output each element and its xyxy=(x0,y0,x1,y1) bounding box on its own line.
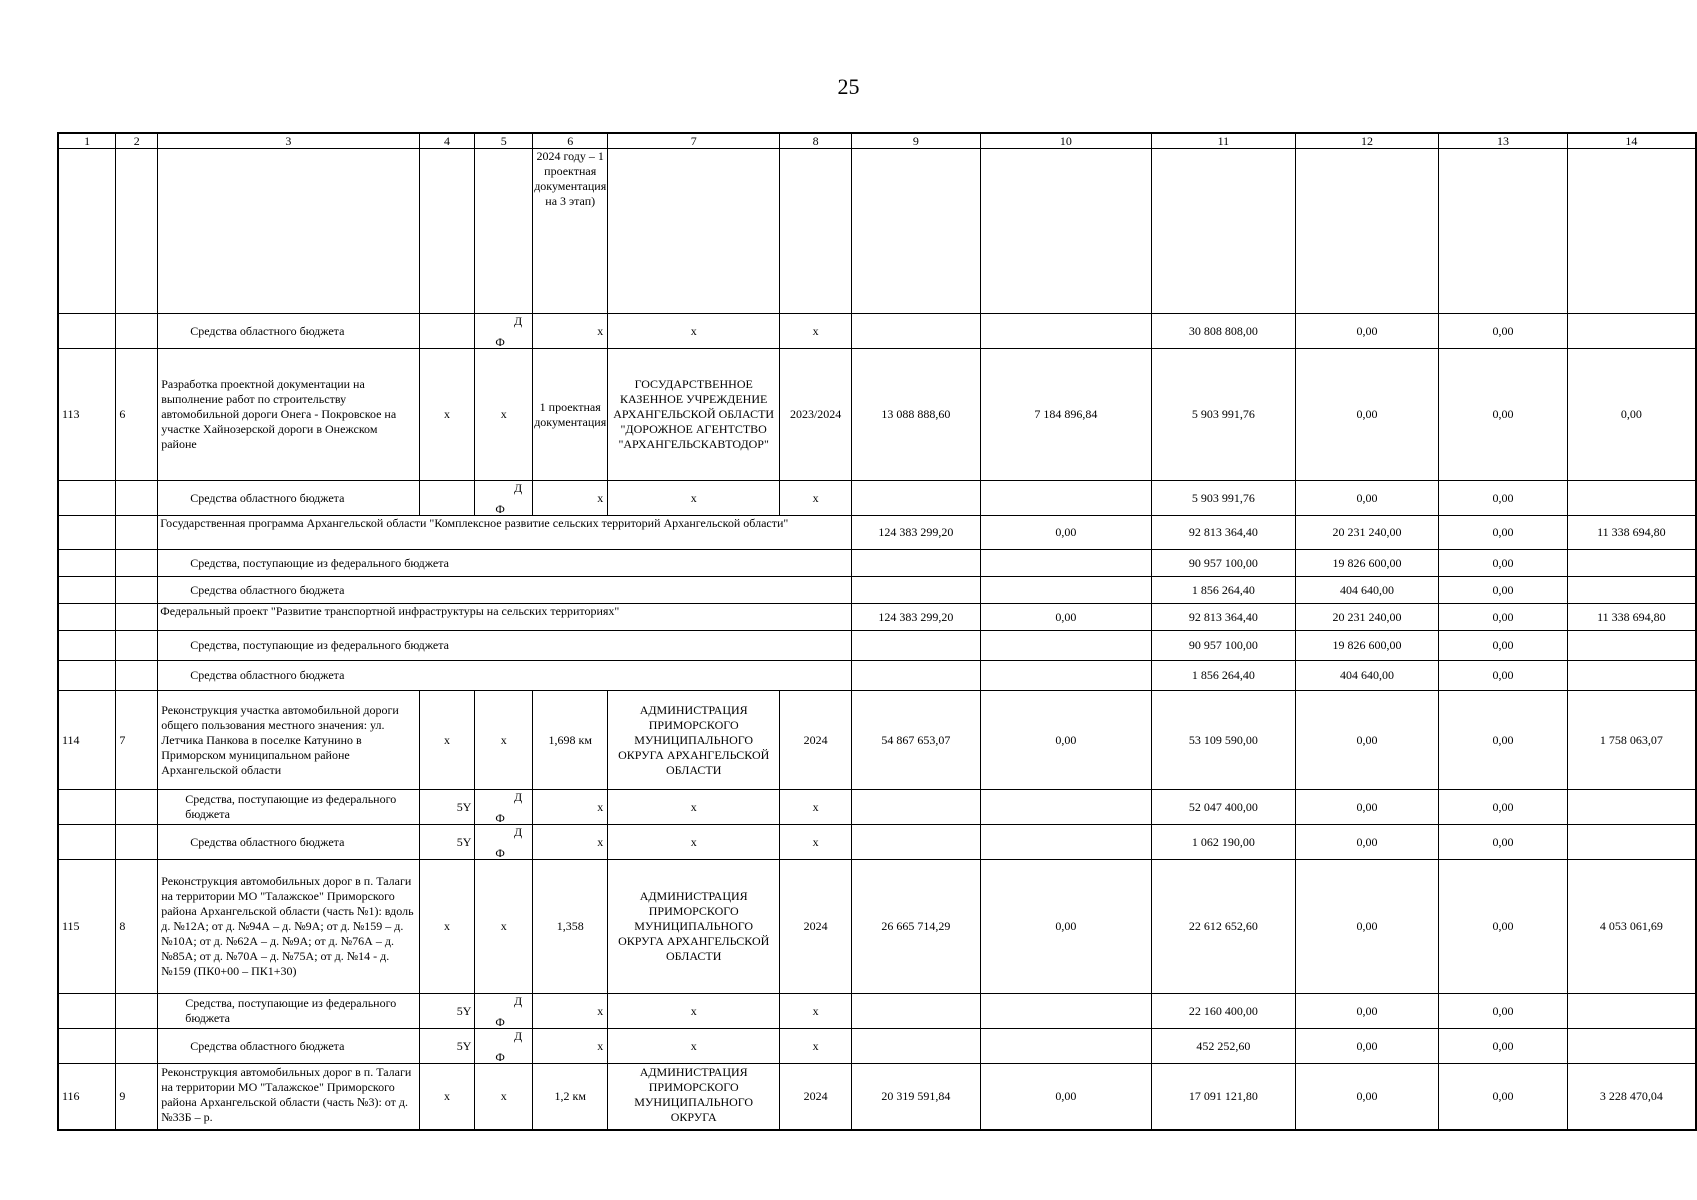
cell-row-number: 115 xyxy=(58,860,116,994)
cell-value: х xyxy=(533,994,608,1029)
table-row xyxy=(58,790,1696,825)
cell-value: х xyxy=(780,790,852,825)
column-header: 9 xyxy=(852,133,981,149)
cell-value: х xyxy=(533,790,608,825)
cell-amount: 0,00 xyxy=(1295,790,1439,825)
column-header: 7 xyxy=(608,133,780,149)
cell-program-name: Федеральный проект "Развитие транспортной инфраструктуры на сельских территориях" xyxy=(158,604,852,631)
cell-amount: 11 338 694,80 xyxy=(1567,516,1696,550)
cell-amount: 0,00 xyxy=(980,691,1151,790)
cell-name: Средства, поступающие из федерального бюджета xyxy=(158,550,852,577)
cell-amount: 0,00 xyxy=(1295,314,1439,349)
table-row xyxy=(58,860,1696,994)
cell-amount: 0,00 xyxy=(980,1064,1151,1130)
cell-amount: 0,00 xyxy=(1439,314,1568,349)
table-row xyxy=(58,577,1696,604)
cell-amount: 0,00 xyxy=(1295,1029,1439,1064)
cell-code: Д Ф xyxy=(475,481,533,516)
cell-amount: 11 338 694,80 xyxy=(1567,604,1696,631)
cell-row-number: 113 xyxy=(58,349,116,481)
column-header: 13 xyxy=(1439,133,1568,149)
cell-result: 1,2 км xyxy=(533,1064,608,1130)
cell-organization: ГОСУДАРСТВЕННОЕ КАЗЕННОЕ УЧРЕЖДЕНИЕ АРХАНГЕЛЬСКОЙ ОБЛАСТИ "ДОРОЖНОЕ АГЕНТСТВО "АРХАНГЕЛЬСКАВТОДОР" xyxy=(608,349,780,481)
column-header: 6 xyxy=(533,133,608,149)
cell-value: х xyxy=(608,481,780,516)
cell-amount: 13 088 888,60 xyxy=(852,349,981,481)
table-row xyxy=(58,825,1696,860)
cell-name: Средства областного бюджета xyxy=(158,314,419,349)
cell-value: х xyxy=(608,994,780,1029)
cell-amount: 0,00 xyxy=(1295,994,1439,1029)
cell-amount: 0,00 xyxy=(1295,860,1439,994)
cell-value: х xyxy=(608,790,780,825)
cell-amount: 0,00 xyxy=(1439,349,1568,481)
cell-amount: 0,00 xyxy=(1439,790,1568,825)
cell-value: х xyxy=(419,349,475,481)
cell-value: х xyxy=(475,691,533,790)
cell-organization: АДМИНИСТРАЦИЯ ПРИМОРСКОГО МУНИЦИПАЛЬНОГО ОКРУГА АРХАНГЕЛЬСКОЙ ОБЛАСТИ xyxy=(608,691,780,790)
cell-amount: 0,00 xyxy=(1439,1029,1568,1064)
cell-amount: 26 665 714,29 xyxy=(852,860,981,994)
cell-code: 5Y xyxy=(419,1029,475,1064)
budget-table xyxy=(57,132,1697,1131)
cell-amount: 22 160 400,00 xyxy=(1152,994,1296,1029)
column-header: 3 xyxy=(158,133,419,149)
cell-amount: 20 319 591,84 xyxy=(852,1064,981,1130)
cell-amount: 0,00 xyxy=(1439,631,1568,661)
cell-amount: 92 813 364,40 xyxy=(1152,516,1296,550)
cell-amount: 0,00 xyxy=(1439,577,1568,604)
cell-period: 2024 xyxy=(780,1064,852,1130)
cell-period: 2023/2024 xyxy=(780,349,852,481)
cell-value: х xyxy=(475,349,533,481)
cell-amount: 124 383 299,20 xyxy=(852,604,981,631)
table-row xyxy=(58,149,1696,314)
cell-sub-number: 9 xyxy=(116,1064,158,1130)
cell-value: х xyxy=(780,1029,852,1064)
table-row xyxy=(58,314,1696,349)
cell-code: Д Ф xyxy=(475,825,533,860)
column-header: 5 xyxy=(475,133,533,149)
cell-sub-number: 8 xyxy=(116,860,158,994)
cell-name: Средства, поступающие из федерального бюджета xyxy=(158,631,852,661)
cell-name: Средства областного бюджета xyxy=(158,481,419,516)
cell-value: х xyxy=(780,481,852,516)
cell-name: Средства областного бюджета xyxy=(158,661,852,691)
cell-code: Д Ф xyxy=(475,790,533,825)
column-header-row xyxy=(58,133,1696,149)
cell-amount: 7 184 896,84 xyxy=(980,349,1151,481)
column-header: 8 xyxy=(780,133,852,149)
cell-amount: 17 091 121,80 xyxy=(1152,1064,1296,1130)
cell-name: Средства, поступающие из федерального бюджета xyxy=(158,994,419,1029)
table-row xyxy=(58,550,1696,577)
cell-organization: АДМИНИСТРАЦИЯ ПРИМОРСКОГО МУНИЦИПАЛЬНОГО ОКРУГА xyxy=(608,1064,780,1130)
cell-code: Д Ф xyxy=(475,1029,533,1064)
cell-amount: 5 903 991,76 xyxy=(1152,481,1296,516)
table-row xyxy=(58,994,1696,1029)
cell-name: Реконструкция участка автомобильной дороги общего пользования местного значения: ул. Летчика Панкова в поселке Катунино в Приморском муниципальном районе Архангельской области xyxy=(158,691,419,790)
cell-result: 1 проектная документация xyxy=(533,349,608,481)
cell-code: 5Y xyxy=(419,825,475,860)
cell-amount: 404 640,00 xyxy=(1295,577,1439,604)
cell-amount: 4 053 061,69 xyxy=(1567,860,1696,994)
column-header: 14 xyxy=(1567,133,1696,149)
cell-amount: 0,00 xyxy=(1439,661,1568,691)
table-row xyxy=(58,631,1696,661)
cell-name: Разработка проектной документации на выполнение работ по строительству автомобильной дороги Онега - Покровское на участке Хайнозерской дороги в Онежском районе xyxy=(158,349,419,481)
cell-value: х xyxy=(533,1029,608,1064)
cell-amount: 52 047 400,00 xyxy=(1152,790,1296,825)
table-row xyxy=(58,349,1696,481)
cell-amount: 90 957 100,00 xyxy=(1152,631,1296,661)
cell-value: х xyxy=(608,314,780,349)
cell-amount: 19 826 600,00 xyxy=(1295,631,1439,661)
cell-amount: 3 228 470,04 xyxy=(1567,1064,1696,1130)
cell-row-number: 116 xyxy=(58,1064,116,1130)
cell-amount: 452 252,60 xyxy=(1152,1029,1296,1064)
cell-amount: 0,00 xyxy=(1439,825,1568,860)
cell-amount: 5 903 991,76 xyxy=(1152,349,1296,481)
cell-result: 1,698 км xyxy=(533,691,608,790)
cell-amount: 1 856 264,40 xyxy=(1152,661,1296,691)
cell-value: х xyxy=(780,314,852,349)
cell-value: х xyxy=(419,691,475,790)
cell-amount: 0,00 xyxy=(1439,860,1568,994)
cell-value: х xyxy=(533,481,608,516)
column-header: 11 xyxy=(1152,133,1296,149)
cell-amount: 1 758 063,07 xyxy=(1567,691,1696,790)
cell-name: Средства областного бюджета xyxy=(158,1029,419,1064)
cell-amount: 54 867 653,07 xyxy=(852,691,981,790)
cell-row-number: 114 xyxy=(58,691,116,790)
cell-name: Средства, поступающие из федерального бюджета xyxy=(158,790,419,825)
table-row xyxy=(58,604,1696,631)
cell-value: х xyxy=(608,1029,780,1064)
cell-value: х xyxy=(419,1064,475,1130)
cell-amount: 53 109 590,00 xyxy=(1152,691,1296,790)
cell-sub-number: 7 xyxy=(116,691,158,790)
cell-amount: 0,00 xyxy=(1439,550,1568,577)
cell-period: 2024 xyxy=(780,691,852,790)
cell-amount: 22 612 652,60 xyxy=(1152,860,1296,994)
cell-code: 5Y xyxy=(419,994,475,1029)
cell-amount: 92 813 364,40 xyxy=(1152,604,1296,631)
table-row xyxy=(58,1064,1696,1130)
cell-amount: 0,00 xyxy=(980,604,1151,631)
table-row xyxy=(58,691,1696,790)
cell-sub-number: 6 xyxy=(116,349,158,481)
cell-value: х xyxy=(419,860,475,994)
cell-result: 2024 году – 1 проектная документация на 3 этап) xyxy=(533,149,608,314)
column-header: 12 xyxy=(1295,133,1439,149)
page-number: 25 xyxy=(837,74,860,99)
cell-period: 2024 xyxy=(780,860,852,994)
cell-value: х xyxy=(780,825,852,860)
cell-amount: 404 640,00 xyxy=(1295,661,1439,691)
cell-amount: 0,00 xyxy=(1295,825,1439,860)
cell-amount: 19 826 600,00 xyxy=(1295,550,1439,577)
cell-amount: 0,00 xyxy=(980,516,1151,550)
column-header: 10 xyxy=(980,133,1151,149)
cell-value: х xyxy=(608,825,780,860)
table-row xyxy=(58,516,1696,550)
cell-amount: 20 231 240,00 xyxy=(1295,604,1439,631)
cell-amount: 0,00 xyxy=(1439,481,1568,516)
cell-amount: 0,00 xyxy=(1567,349,1696,481)
table-row xyxy=(58,481,1696,516)
cell-value: х xyxy=(475,1064,533,1130)
cell-value: х xyxy=(475,860,533,994)
cell-name: Реконструкция автомобильных дорог в п. Талаги на территории МО "Талажское" Приморского района Архангельской области (часть №3): от д. №33Б – р. xyxy=(158,1064,419,1130)
cell-amount: 0,00 xyxy=(1439,691,1568,790)
cell-amount: 0,00 xyxy=(1439,1064,1568,1130)
cell-code: Д Ф xyxy=(475,994,533,1029)
cell-amount: 30 808 808,00 xyxy=(1152,314,1296,349)
column-header: 1 xyxy=(58,133,116,149)
cell-amount: 1 062 190,00 xyxy=(1152,825,1296,860)
column-header: 2 xyxy=(116,133,158,149)
cell-amount: 0,00 xyxy=(1439,516,1568,550)
cell-result: 1,358 xyxy=(533,860,608,994)
cell-organization: АДМИНИСТРАЦИЯ ПРИМОРСКОГО МУНИЦИПАЛЬНОГО ОКРУГА АРХАНГЕЛЬСКОЙ ОБЛАСТИ xyxy=(608,860,780,994)
table-row xyxy=(58,1029,1696,1064)
cell-name: Средства областного бюджета xyxy=(158,577,852,604)
cell-program-name: Государственная программа Архангельской области "Комплексное развитие сельских территорий Архангельской области" xyxy=(158,516,852,550)
cell-name: Средства областного бюджета xyxy=(158,825,419,860)
cell-amount: 0,00 xyxy=(980,860,1151,994)
cell-amount: 1 856 264,40 xyxy=(1152,577,1296,604)
cell-amount: 0,00 xyxy=(1295,481,1439,516)
cell-value: х xyxy=(533,314,608,349)
cell-code: Д Ф xyxy=(475,314,533,349)
cell-value: х xyxy=(780,994,852,1029)
column-header: 4 xyxy=(419,133,475,149)
cell-amount: 0,00 xyxy=(1295,1064,1439,1130)
cell-amount: 0,00 xyxy=(1439,604,1568,631)
cell-name: Реконструкция автомобильных дорог в п. Талаги на территории МО "Талажское" Приморского района Архангельской области (часть №1): вдоль д. №12А; от д. №94А – д. №9А; от д. №159 – д. №10А; от д. №62А – д. №9А; от д. №76А – д. №85А; от д. №70А – д. №75А; от д. №14 - д. №159 (ПК0+00 – ПК1+30) xyxy=(158,860,419,994)
cell-amount: 124 383 299,20 xyxy=(852,516,981,550)
table-row xyxy=(58,661,1696,691)
cell-code: 5Y xyxy=(419,790,475,825)
cell-value: х xyxy=(533,825,608,860)
cell-amount: 0,00 xyxy=(1295,691,1439,790)
cell-amount: 0,00 xyxy=(1439,994,1568,1029)
cell-amount: 20 231 240,00 xyxy=(1295,516,1439,550)
cell-amount: 90 957 100,00 xyxy=(1152,550,1296,577)
cell-amount: 0,00 xyxy=(1295,349,1439,481)
